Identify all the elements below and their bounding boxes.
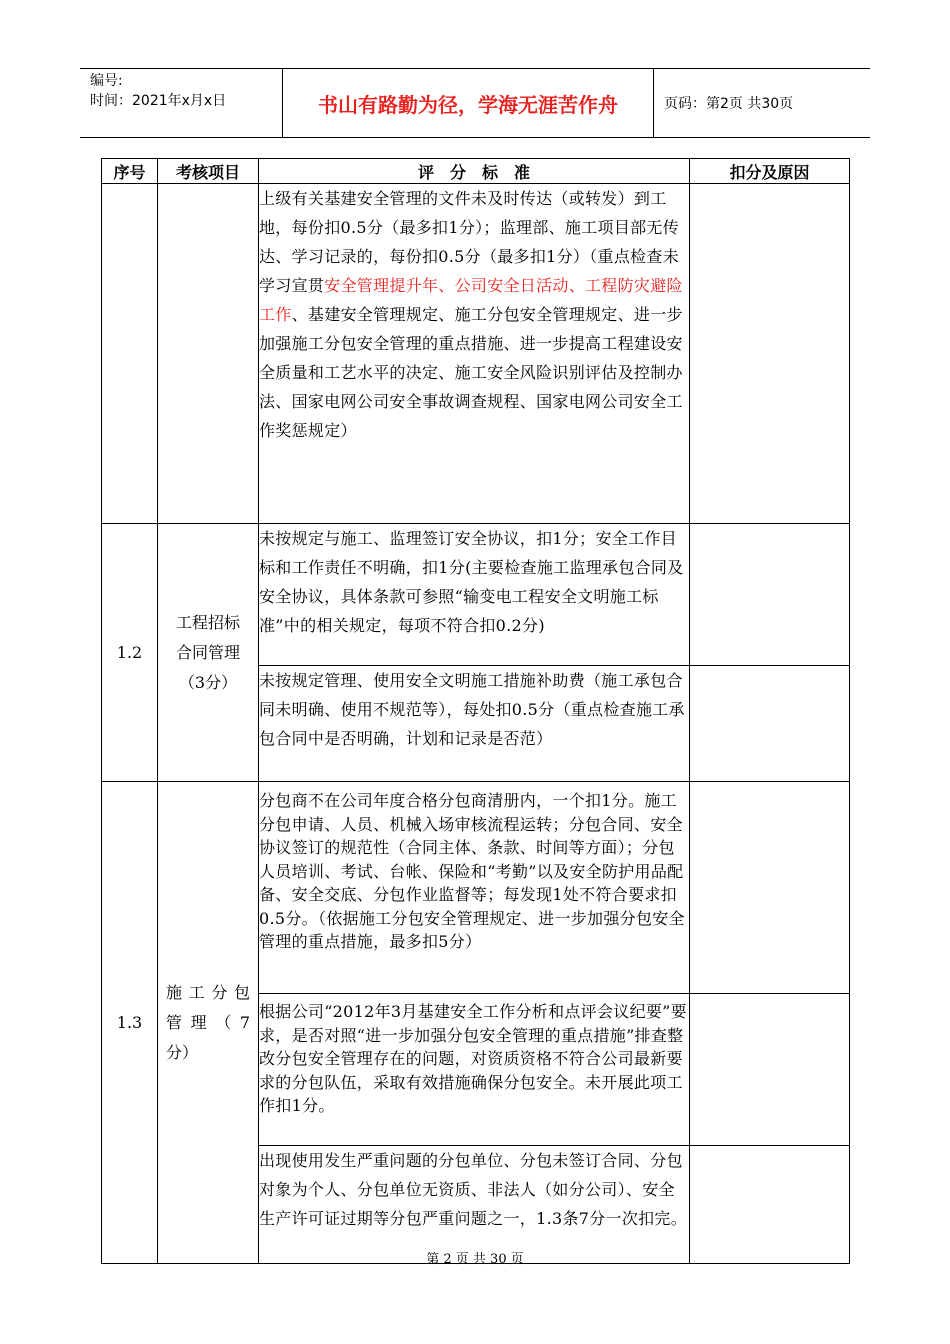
criteria-cell: 分包商不在公司年度合格分包商清册内，一个扣1分。施工分包申请、人员、机械入场审核流程运转；分包合同、安全协议签订的规范性（合同主体、条款、时间等方面）；分包人员培训、考试、台帐、保险和“考勤”以及安全防护用品配备、安全交底、分包作业监督等；每发现1处不符合要求扣0.5分。（依据施工分包安全管理规定、进一步加强分包安全管理的重点措施，最多扣5分） xyxy=(259,782,690,994)
table-row xyxy=(102,782,850,994)
header-page-number: 页码：第2页 共30页 xyxy=(664,96,794,112)
criteria-cell: 上级有关基建安全管理的文件未及时传达（或转发）到工地，每份扣0.5分（最多扣1分）；监理部、施工项目部无传达、学习记录的，每份扣0.5分（最多扣1分）（重点检查未学习宣贯安全管理提升年、公司安全日活动、工程防灾避险工作、基建安全管理规定、施工分包安全管理规定、进一步加强施工分包安全管理的重点措施、进一步提高工程建设安全质量和工艺水平的决定、施工安全风险识别评估及控制办法、国家电网公司安全事故调查规程、国家电网公司安全工作奖惩规定） xyxy=(259,184,690,524)
number-cell: 1.3 xyxy=(102,782,158,1264)
header-divider xyxy=(653,69,654,137)
header-meta xyxy=(90,71,226,111)
item-cell: 工程招标 合同管理 （3分） xyxy=(158,524,259,782)
table-header-row xyxy=(102,159,850,184)
criteria-cell: 未按规定与施工、监理签订安全协议，扣1分；安全工作目标和工作责任不明确，扣1分(主要检查施工监理承包合同及安全协议，具体条款可参照“输变电工程安全文明施工标准”中的相关规定，每项不符合扣0.2分) xyxy=(259,524,690,666)
col-header-criteria: 评 分 标 准 xyxy=(259,159,690,184)
table-row xyxy=(102,184,850,524)
col-header-deduction: 扣分及原因 xyxy=(690,159,850,184)
criteria-cell: 出现使用发生严重问题的分包单位、分包未签订合同、分包对象为个人、分包单位无资质、非法人（如分公司）、安全生产许可证过期等分包严重问题之一，1.3条7分一次扣完。 xyxy=(259,1146,690,1264)
deduction-cell xyxy=(690,184,850,524)
page-footer: 第 2 页 共 30 页 xyxy=(426,1252,524,1267)
deduction-cell xyxy=(690,666,850,782)
criteria-cell: 未按规定管理、使用安全文明施工措施补助费（施工承包合同未明确、使用不规范等），每处扣0.5分（重点检查施工承包合同中是否明确，计划和记录是否范） xyxy=(259,666,690,782)
col-header-item: 考核项目 xyxy=(158,159,259,184)
deduction-cell xyxy=(690,782,850,994)
header-date: 时间：2021年x月x日 xyxy=(90,93,227,109)
page-header xyxy=(80,68,870,138)
table-row xyxy=(102,524,850,666)
number-cell xyxy=(102,184,158,524)
item-cell xyxy=(158,184,259,524)
item-cell: 施工分包 管理（7 分） xyxy=(158,782,259,1264)
highlighted-text: 安全管理提升年、公司安全日活动、工程防灾避险工作 xyxy=(259,276,683,324)
criteria-cell: 根据公司“2012年3月基建安全工作分析和点评会议纪要”要求，是否对照“进一步加强分包安全管理的重点措施”排查整改分包安全管理存在的问题，对资质资格不符合公司最新要求的分包队伍，采取有效措施确保分包安全。未开展此项工作扣1分。 xyxy=(259,994,690,1146)
col-header-number: 序号 xyxy=(102,159,158,184)
deduction-cell xyxy=(690,1146,850,1264)
header-serial: 编号: xyxy=(90,73,123,89)
assessment-table xyxy=(101,158,850,1264)
header-motto: 书山有路勤为径，学海无涯苦作舟 xyxy=(318,92,618,117)
number-cell: 1.2 xyxy=(102,524,158,782)
deduction-cell xyxy=(690,994,850,1146)
deduction-cell xyxy=(690,524,850,666)
